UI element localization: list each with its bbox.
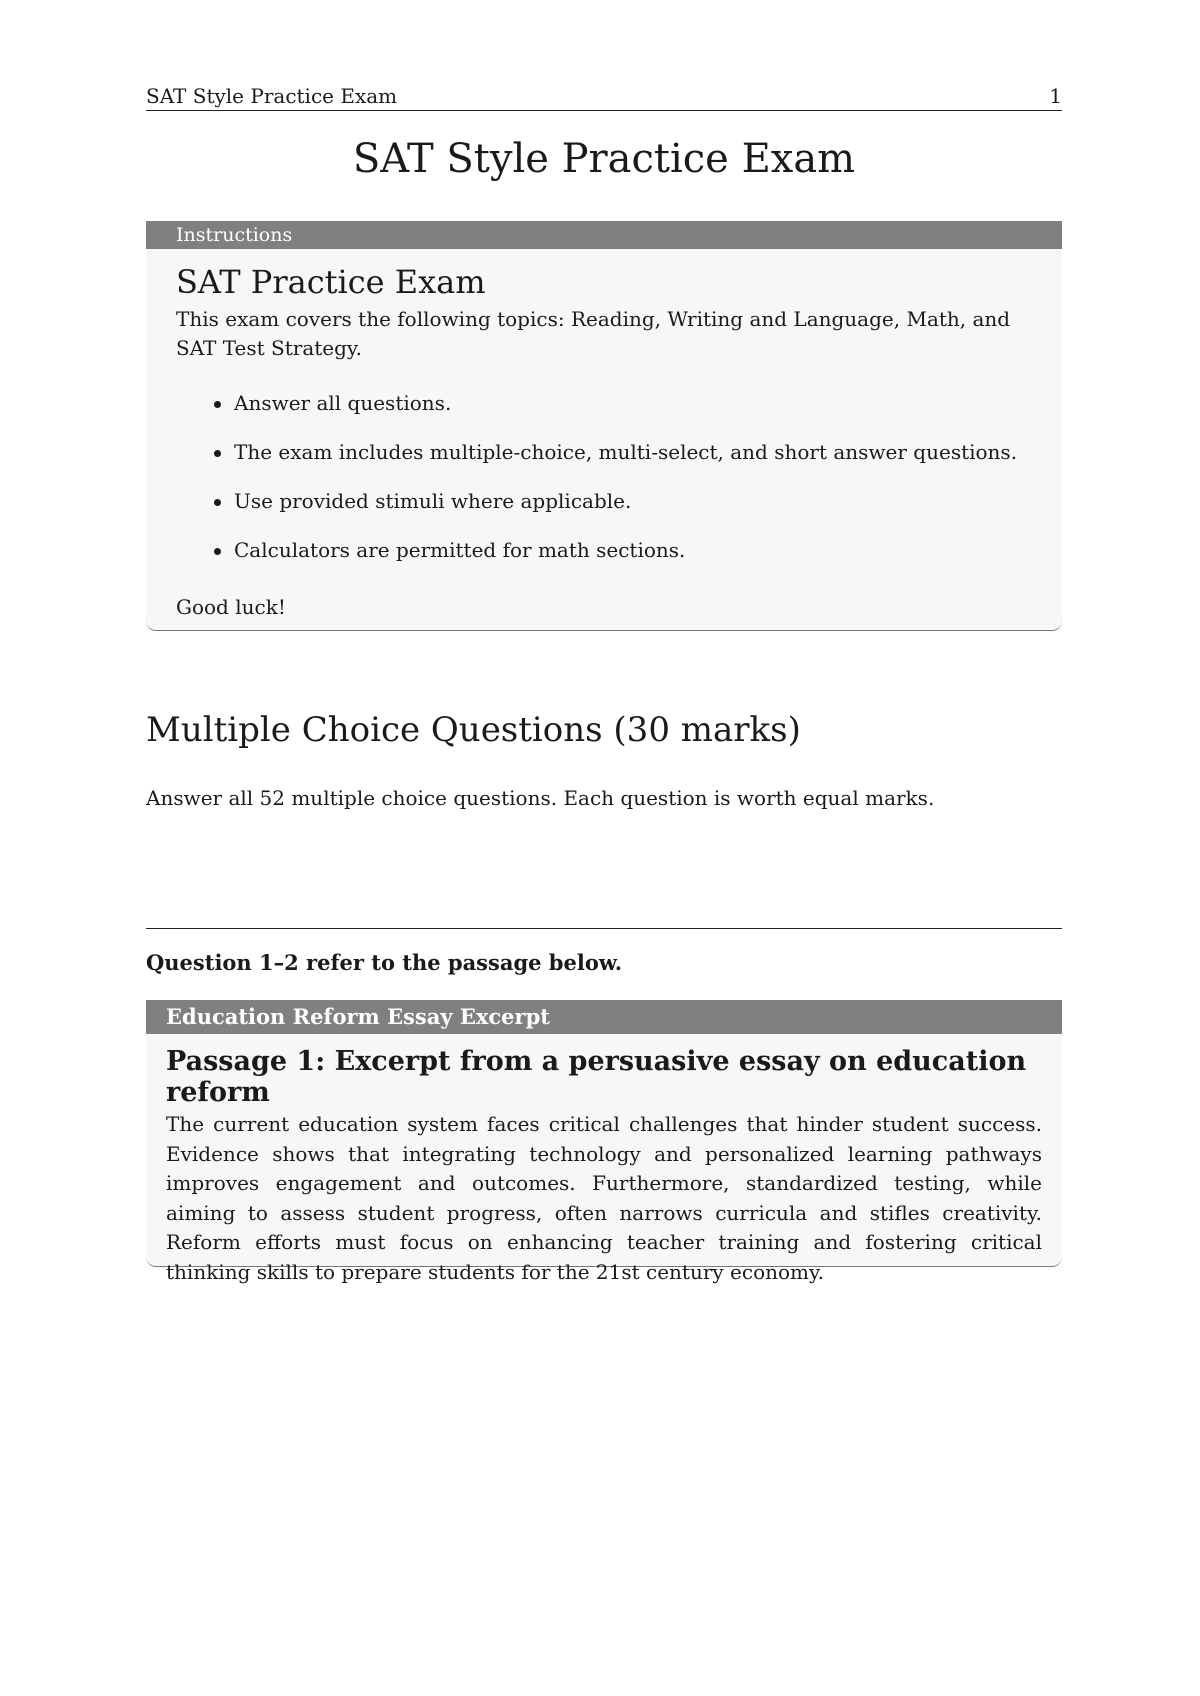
page-number: 1 [1049,84,1062,108]
instructions-title: SAT Practice Exam [176,263,486,301]
instruction-text: Use provided stimuli where applicable. [234,489,632,513]
instruction-item [208,389,1032,418]
bullet-icon [214,548,221,555]
instructions-label: Instructions [146,221,1062,249]
bullet-icon [214,401,221,408]
passage-label: Education Reform Essay Excerpt [146,1000,1062,1034]
running-title: SAT Style Practice Exam [146,84,398,108]
passage-text: The current education system faces critical challenges that hinder student success. Evidence shows that integrating technology and personalized learning pathways improves engagement and outcomes. Furthermore, standardized testing, while aiming to assess student progress, often narrows curricula and stifles creativity. Reform efforts must focus on enhancing teacher training and fostering critical thinking skills to prepare students for the 21st century economy. [166,1112,1042,1284]
document-title: SAT Style Practice Exam [352,136,856,182]
running-header [146,84,1062,111]
passage-body [146,1034,1062,1297]
section-intro: Answer all 52 multiple choice questions. Each question is worth equal marks. [146,786,935,810]
instructions-box [146,221,1062,631]
instructions-intro: This exam covers the following topics: Reading, Writing and Language, Math, and SAT Test Strategy. [176,307,1011,360]
section-heading: Multiple Choice Questions (30 marks) [146,710,801,750]
question-reference: Question 1–2 refer to the passage below. [146,950,623,975]
instruction-item [208,438,1032,467]
divider [146,928,1062,929]
passage-title: Passage 1: Excerpt from a persuasive essay on education reform [166,1046,1027,1108]
instruction-text: The exam includes multiple-choice, multi-select, and short answer questions. [234,440,1018,464]
bullet-icon [214,499,221,506]
passage-box [146,1000,1062,1284]
instruction-item [208,536,1032,565]
instructions-list [176,389,1032,565]
instructions-body [146,249,1062,629]
bullet-icon [214,450,221,457]
instruction-item [208,487,1032,516]
instruction-text: Calculators are permitted for math sections. [234,538,686,562]
instructions-closing: Good luck! [176,595,286,619]
instruction-text: Answer all questions. [234,391,452,415]
